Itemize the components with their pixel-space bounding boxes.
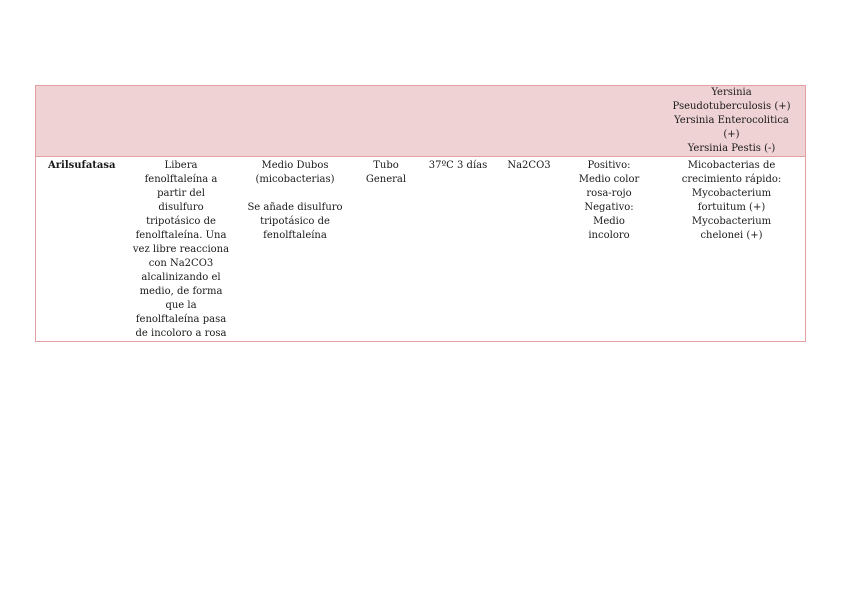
lectura-line: Negativo: [584,202,634,213]
lectura-line: Medio color [578,174,640,185]
header-line: (+) [723,129,740,140]
lectura-cell [560,157,658,342]
table-row [36,156,805,342]
ejemplos-line: crecimiento rápido: [681,174,782,185]
header-line: Yersinia Pestis (-) [687,143,776,154]
medio-line: fenolftaleína [263,230,327,241]
lectura-line: incoloro [588,230,630,241]
incubacion-line: 37ºC 3 días [428,160,488,171]
medio-line: Medio Dubos [261,160,329,171]
fundamento-line: de incoloro a rosa [135,328,227,339]
header-cell-3 [236,86,354,156]
fundamento-line: tripotásico de [146,216,216,227]
fundamento-line: con Na2CO3 [148,258,214,269]
header-cell-2 [126,86,236,156]
header-line: Yersinia [711,87,752,98]
fundamento-line: fenolftaleína. Una [135,230,227,241]
fundamento-line: alcalinizando el [141,272,221,283]
revelador-line: Na2CO3 [507,160,551,171]
fundamento-cell [126,157,236,342]
fundamento-line: fenolftaleína a [144,174,218,185]
soporte-line: General [365,174,407,185]
soporte-cell [354,157,418,342]
test-name: Arilsufatasa [48,160,116,171]
ejemplos-line: fortuitum (+) [697,202,766,213]
data-table [35,85,806,342]
lectura-line: Positivo: [587,160,631,171]
fundamento-line: que la [165,300,197,311]
medio-line: Se añade disulfuro [247,202,343,213]
incubacion-cell [418,157,498,342]
fundamento-line: disulfuro [158,202,204,213]
revelador-cell [498,157,560,342]
ejemplos-line: Mycobacterium [691,216,772,227]
paragraph-gap [238,187,352,201]
header-cell-5 [418,86,498,156]
lectura-line: rosa-rojo [586,188,632,199]
header-cell-organisms [658,86,805,156]
medio-line: (micobacterias) [255,174,335,185]
ejemplos-line: Mycobacterium [691,188,772,199]
ejemplos-cell [658,157,805,342]
fundamento-line: Libera [164,160,198,171]
soporte-line: Tubo [373,160,399,171]
header-line: Pseudotuberculosis (+) [672,101,791,112]
fundamento-line: partir del [157,188,205,199]
test-name-cell [36,157,126,342]
header-cell-7 [560,86,658,156]
lectura-line: Medio [593,216,625,227]
ejemplos-line: chelonei (+) [700,230,763,241]
header-line: Yersinia Enterocolitica [674,115,789,126]
fundamento-line: vez libre reacciona [132,244,230,255]
table-header-row [36,86,805,156]
fundamento-line: fenolftaleína pasa [135,314,227,325]
medio-cell [236,157,354,342]
ejemplos-line: Micobacterias de [687,160,776,171]
header-cell-6 [498,86,560,156]
medio-line: tripotásico de [260,216,330,227]
header-cell-1 [36,86,126,156]
fundamento-line: medio, de forma [139,286,223,297]
header-cell-4 [354,86,418,156]
